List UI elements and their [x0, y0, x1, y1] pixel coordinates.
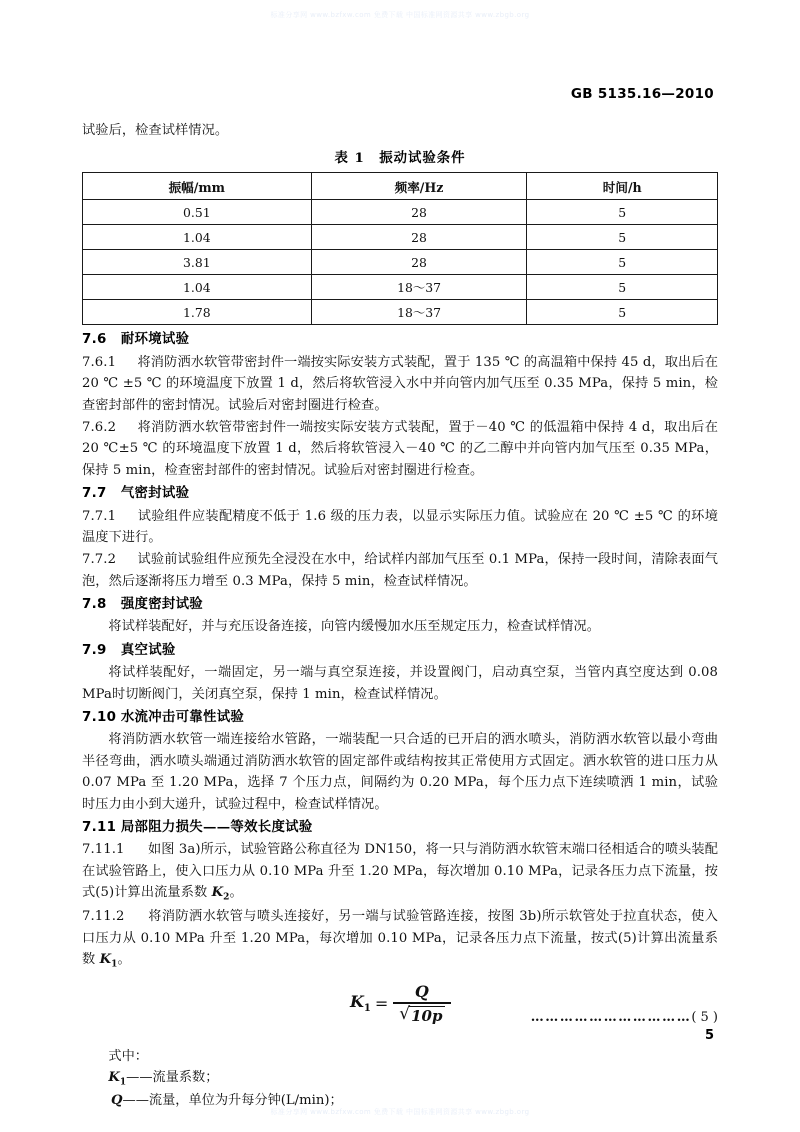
section-body-7-10: 将消防洒水软管一端连接给水管路，一端装配一只合适的已开启的洒水喷头，消防洒水软管以最小弯曲半径弯曲，洒水喷头端通过消防洒水软管的固定部件或结构按其正常使用方式固定。洒水软管的进口压力从 0.07 MPa 至 1.20 MPa，选择 7 个压力点，间隔约为 0.20 MPa，每个压力点下连续喷洒 1 min，试验时压力由小到大递升，试验过程中，检查试样情况。 [82, 732, 718, 812]
definition-text-q: 流量，单位为升每分钟(L/min)； [148, 1093, 343, 1109]
clause-text-7-7-2: 试验前试验组件应预先全浸没在水中，给试样内部加气压至 0.1 MPa，保持一段时间，清除表面气泡，然后逐渐将压力增至 0.3 MPa，保持 5 min，检查试样情况。 [82, 552, 718, 589]
section-heading-7-9 [82, 640, 718, 661]
table-row [83, 225, 718, 250]
clause-text-7-6-1: 将消防洒水软管带密封件一端按实际安装方式装配，置于 135 ℃ 的高温箱中保持 45 d，取出后在 20 ℃ ±5 ℃ 的环境温度下放置 1 d，然后将软管浸入水中并向管内加气压至 0.35 MPa，保持 5 min，检查密封部件的密封情况。试验后对密封圈进行检查。 [82, 354, 718, 413]
watermark-bottom: 标准分享网 www.bzfxw.com 免费下载 中国标准网资源共享 www.zbgb.org [270, 1108, 530, 1116]
section-heading-7-11 [82, 817, 718, 838]
clause-7-7-2 [82, 549, 718, 592]
formula-lhs-subscript: 1 [363, 1003, 371, 1015]
table-cell-amplitude: 1.04 [83, 275, 312, 300]
clause-number-7-11-2: 7.11.2 [82, 909, 125, 925]
section-number-7-10: 7.10 [82, 710, 117, 725]
table-cell-time: 5 [527, 250, 718, 275]
table-cell-frequency: 28 [311, 200, 527, 225]
table-row [83, 250, 718, 275]
running-header-standard-number: GB 5135.16—2010 [570, 86, 714, 102]
clause-text-7-11-1-b: 。 [229, 885, 243, 901]
table-header-row [83, 173, 718, 200]
where-label: 式中： [108, 1049, 148, 1065]
symbol-k2 [211, 885, 230, 903]
table-cell-amplitude: 1.78 [83, 300, 312, 325]
formula-number: ( 5 ) [691, 1010, 718, 1026]
intro-paragraph: 试验后，检查试样情况。 [82, 123, 229, 138]
section-title-7-7: 气密封试验 [120, 485, 190, 502]
definition-dash-q: —— [122, 1093, 149, 1109]
formula-fraction [393, 982, 450, 1024]
symbol-k2-letter: K [211, 885, 224, 901]
clause-number-7-6-1: 7.6.1 [82, 354, 117, 370]
section-heading-7-8 [82, 594, 718, 615]
clause-number-7-6-2: 7.6.2 [82, 419, 117, 435]
table-cell-time: 5 [527, 225, 718, 250]
definition-item-k1 [82, 1067, 718, 1090]
table-cell-time: 5 [527, 275, 718, 300]
table-cell-amplitude: 1.04 [83, 225, 312, 250]
clause-text-7-6-2: 将消防洒水软管带密封件一端按实际安装方式装配，置于－40 ℃ 的低温箱中保持 4 d，取出后在 20 ℃±5 ℃ 的环境温度下放置 1 d，然后将软管浸入－40 ℃ 的乙二醇中并向管内加气压至 0.35 MPa，保持 5 min，检查密封部件的密封情况。试验后对密封圈进行检查。 [82, 419, 718, 478]
clause-number-7-7-2: 7.7.2 [82, 552, 117, 568]
formula-row-5 [82, 982, 718, 1040]
section-number-7-9: 7.9 [82, 642, 107, 658]
definition-dash-k1: —— [126, 1070, 153, 1086]
section-title-7-6: 耐环境试验 [120, 331, 190, 348]
section-body-7-8: 将试样装配好，并与充压设备连接，向管内缓慢加水压至规定压力，检查试样情况。 [108, 619, 601, 635]
section-title-7-11: 局部阻力损失——等效长度试验 [120, 818, 313, 835]
section-title-7-10: 水流冲击可靠性试验 [120, 709, 245, 725]
section-number-7-11: 7.11 [82, 819, 117, 835]
section-heading-7-7 [82, 483, 718, 504]
page-number: 5 [704, 1028, 714, 1043]
table-cell-frequency: 28 [311, 225, 527, 250]
section-heading-7-6 [82, 329, 718, 350]
clause-text-7-11-2-a: 将消防洒水软管与喷头连接好，另一端与试验管路连接，按图 3b)所示软管处于拉直状态，使入口压力从 0.10 MPa 升至 1.20 MPa，每次增加 0.10 MPa，记录各压力点下流量，按式(5)计算出流量系数 [82, 909, 718, 968]
table-cell-frequency: 28 [311, 250, 527, 275]
definition-text-k1: 流量系数； [152, 1070, 219, 1086]
symbol-k1-subscript: 1 [111, 959, 118, 970]
clause-number-7-7-1: 7.7.1 [82, 508, 117, 524]
watermark-top: 标准分享网 www.bzfxw.com 免费下载 中国标准网资源共享 www.zbgb.org [270, 11, 530, 19]
symbol-k1 [99, 952, 118, 970]
definition-item-q [82, 1090, 718, 1111]
formula-denominator [393, 1004, 450, 1025]
clause-text-7-11-1-a: 如图 3a)所示，试验管路公称直径为 DN150，将一只与消防洒水软管末端口径相适合的喷头装配在试验管路上，使入口压力从 0.10 MPa 升至 1.20 MPa，每次增加 0.10 MPa，记录各压力点下流量，按式(5)计算出流量系数 [82, 842, 718, 901]
table-caption: 表 1 振动试验条件 [334, 150, 466, 167]
section-number-7-6: 7.6 [82, 332, 107, 348]
formula-radicand: 10p [411, 1006, 443, 1025]
formula-lhs [350, 992, 371, 1014]
square-root-icon [399, 1003, 444, 1025]
clause-7-11-2 [82, 906, 718, 972]
clause-7-7-1 [82, 506, 718, 549]
radical-sign: √ [399, 1003, 411, 1024]
symbol-k1-letter: K [99, 952, 112, 968]
formula-lhs-letter: K [350, 992, 364, 1012]
formula-equals-sign: = [374, 993, 389, 1013]
clause-text-7-11-2-b: 。 [117, 952, 131, 968]
table-row [83, 300, 718, 325]
table-header-time: 时间/h [527, 173, 718, 200]
section-number-7-8: 7.8 [82, 597, 107, 612]
clause-7-11-1 [82, 839, 718, 905]
table-cell-amplitude: 3.81 [83, 250, 312, 275]
table-row [83, 275, 718, 300]
table-cell-amplitude: 0.51 [83, 200, 312, 225]
definition-symbol-q: Q [111, 1093, 123, 1109]
formula-number-tag [531, 1010, 718, 1025]
table-header-frequency: 频率/Hz [311, 173, 527, 200]
clause-7-6-1 [82, 352, 718, 416]
section-title-7-9: 真空试验 [120, 641, 176, 658]
formula-5 [350, 982, 451, 1024]
formula-numerator: Q [414, 982, 429, 1002]
table-cell-time: 5 [527, 200, 718, 225]
definition-symbol-k1-subscript: 1 [119, 1078, 127, 1089]
table-header-amplitude: 振幅/mm [83, 173, 312, 200]
definition-symbol-k1 [108, 1070, 127, 1089]
clause-number-7-11-1: 7.11.1 [82, 842, 125, 858]
section-body-7-9: 将试样装配好，一端固定，另一端与真空泵连接，并设置阀门，启动真空泵，当管内真空度达到 0.08 MPa时切断阀门，关闭真空泵，保持 1 min，检查试样情况。 [82, 665, 718, 702]
section-title-7-8: 强度密封试验 [120, 596, 204, 612]
table-row [83, 200, 718, 225]
dot-leader: …………………………… [530, 1010, 692, 1026]
table-cell-frequency: 18～37 [311, 300, 527, 325]
vibration-test-conditions-table [82, 172, 718, 325]
table-cell-frequency: 18～37 [311, 275, 527, 300]
section-heading-7-10 [82, 707, 718, 728]
clause-text-7-7-1: 试验组件应装配精度不低于 1.6 级的压力表，以显示实际压力值。试验应在 20 ℃ ±5 ℃ 的环境温度下进行。 [82, 508, 718, 545]
symbol-k2-subscript: 2 [223, 892, 230, 903]
definition-symbol-k1-letter: K [108, 1070, 120, 1086]
clause-7-6-2 [82, 417, 718, 481]
page-content [82, 120, 718, 1112]
table-cell-time: 5 [527, 300, 718, 325]
section-number-7-7: 7.7 [82, 486, 107, 502]
